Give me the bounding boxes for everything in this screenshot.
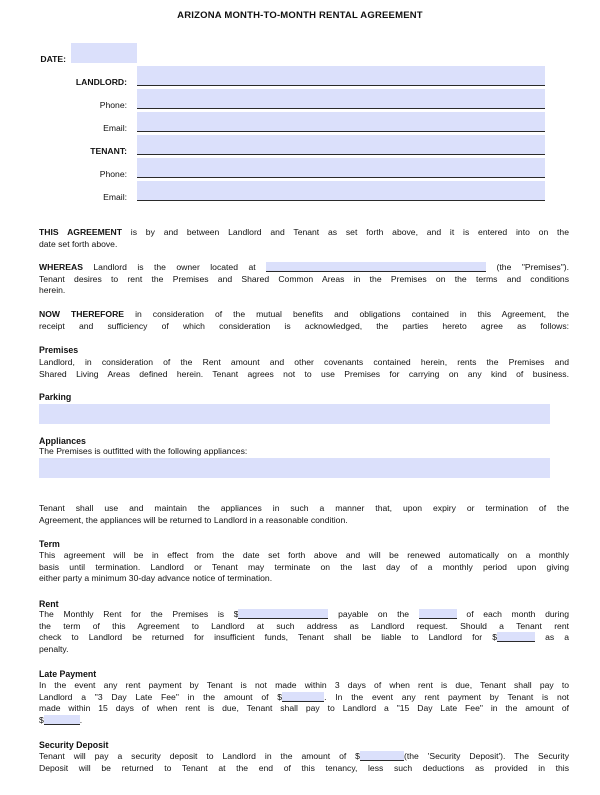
- agreement-text-1: is by and between Landlord and Tenant as set forth above, and it is entered into on the: [121, 227, 569, 237]
- late-payment-text-4b: .: [79, 714, 83, 725]
- late-payment-text-3: made within 15 days of when rent is due, Tenant shall pay to Landlord a "15 Day Late Fee" in the amount of: [39, 703, 569, 714]
- security-deposit-text-1a: Tenant will pay a security deposit to Landlord in the amount of $: [39, 751, 360, 761]
- rent-text-1b: payable on the: [328, 609, 419, 619]
- landlord-email-label: Email:: [103, 123, 127, 133]
- agreement-lead: THIS AGREEMENT: [39, 227, 122, 237]
- late-payment-text-1: In the event any rent payment by Tenant is not made within 3 days of when rent is due, Tenant shall pay to: [39, 680, 569, 690]
- tenant-phone-label: Phone:: [99, 169, 127, 179]
- security-deposit-heading: Security Deposit: [39, 740, 109, 750]
- late-payment-text-2a: Landlord a "3 Day Late Fee" in the amount of $: [39, 691, 283, 702]
- premises-address-field[interactable]: [266, 262, 486, 272]
- appliances-para-1: Tenant shall use and maintain the appliances in such a manner that, upon expiry or termination of the: [39, 503, 569, 513]
- term-text-3: either party a minimum 30-day advance notice of termination.: [39, 573, 273, 584]
- landlord-email-field[interactable]: [137, 112, 545, 132]
- appliances-text: The Premises is outfitted with the following appliances:: [39, 446, 248, 456]
- document-title: ARIZONA MONTH-TO-MONTH RENTAL AGREEMENT: [177, 10, 423, 21]
- rent-text-3a: check to Landlord be returned for insufficient funds, Tenant shall be liable to Landlord for $: [39, 632, 497, 643]
- tenant-email-field[interactable]: [137, 181, 545, 201]
- fifteen-day-late-fee-field[interactable]: [44, 714, 83, 725]
- rent-due-day-field[interactable]: [419, 609, 457, 619]
- landlord-field[interactable]: [137, 66, 545, 86]
- tenant-phone-field[interactable]: [137, 158, 545, 178]
- term-text-2: basis until termination. Landlord or Tenant may terminate on the last day of a monthly period upon giving: [39, 561, 569, 572]
- tenant-field[interactable]: [137, 135, 545, 155]
- premises-text-1: Landlord, in consideration of the Rent amount and other covenants contained herein, rents the Premises and: [39, 357, 569, 367]
- now-therefore-lead: NOW THEREFORE: [39, 309, 125, 319]
- parking-heading: Parking: [39, 392, 72, 402]
- term-paragraph: [39, 550, 569, 585]
- late-payment-paragraph: [39, 680, 569, 726]
- now-therefore-text-1: in consideration of the mutual benefits and obligations contained in this Agreement, the: [124, 309, 569, 319]
- rent-paragraph: [39, 609, 569, 655]
- landlord-phone-field[interactable]: [137, 89, 545, 109]
- whereas-text-2: Tenant desires to rent the Premises and Shared Common Areas in the Premises on the terms and conditions: [39, 273, 569, 284]
- whereas-lead: WHEREAS: [39, 262, 83, 272]
- agreement-text-2: date set forth above.: [39, 238, 118, 249]
- tenant-email-label: Email:: [103, 192, 127, 202]
- whereas-paragraph: [39, 262, 569, 297]
- term-text-1: This agreement will be in effect from the date set forth above and will be renewed automatically on a monthly: [39, 550, 569, 560]
- three-day-late-fee-field[interactable]: [282, 692, 324, 702]
- premises-paragraph: [39, 357, 569, 380]
- appliances-paragraph: [39, 503, 569, 526]
- nsf-penalty-field[interactable]: [497, 632, 535, 642]
- now-therefore-paragraph: [39, 309, 569, 332]
- landlord-label: LANDLORD:: [75, 77, 127, 87]
- late-payment-text-4a: $: [39, 714, 44, 725]
- rent-text-3b: as a: [535, 632, 570, 643]
- appliances-intro: [39, 446, 569, 458]
- rent-text-4: penalty.: [39, 643, 69, 654]
- appliances-field[interactable]: [39, 458, 550, 478]
- parking-field[interactable]: [39, 404, 550, 424]
- tenant-label: TENANT:: [90, 146, 127, 156]
- late-payment-text-2b: . In the event any rent payment by Tenant is not: [324, 691, 570, 702]
- agreement-paragraph: [39, 227, 569, 250]
- whereas-text-post: (the "Premises").: [486, 262, 569, 272]
- now-therefore-text-2: receipt and sufficiency of which consideration is acknowledged, the parties hereto agree as follows:: [39, 320, 569, 331]
- rent-heading: Rent: [39, 599, 59, 609]
- appliances-heading: Appliances: [39, 436, 86, 446]
- appliances-para-2: Agreement, the appliances will be returned to Landlord in a reasonable condition.: [39, 514, 348, 525]
- term-heading: Term: [39, 539, 60, 549]
- whereas-text-3: herein.: [39, 285, 66, 296]
- landlord-phone-label: Phone:: [99, 100, 127, 110]
- late-payment-heading: Late Payment: [39, 669, 97, 679]
- rent-text-2: the term of this Agreement to Landlord at such address as Landlord request. Should a Tenant rent: [39, 620, 569, 631]
- security-deposit-field[interactable]: [360, 751, 404, 761]
- rent-text-1a: The Monthly Rent for the Premises is $: [39, 609, 239, 619]
- monthly-rent-field[interactable]: [238, 609, 328, 619]
- security-deposit-text-1b: (the 'Security Deposit'). The Security: [403, 751, 569, 761]
- premises-heading: Premises: [39, 345, 79, 355]
- security-deposit-paragraph: [39, 751, 569, 774]
- whereas-text-pre: Landlord is the owner located at: [82, 262, 267, 272]
- security-deposit-text-2: Deposit will be returned to Tenant at the end of this tenancy, less such deductions as provided in this: [39, 762, 569, 773]
- premises-text-2: Shared Living Areas defined herein. Tenant agrees not to use Premises for carrying on any kind of business.: [39, 368, 569, 379]
- date-field[interactable]: [71, 43, 137, 63]
- date-label: DATE:: [40, 54, 66, 64]
- rent-text-1c: of each month during: [456, 609, 569, 619]
